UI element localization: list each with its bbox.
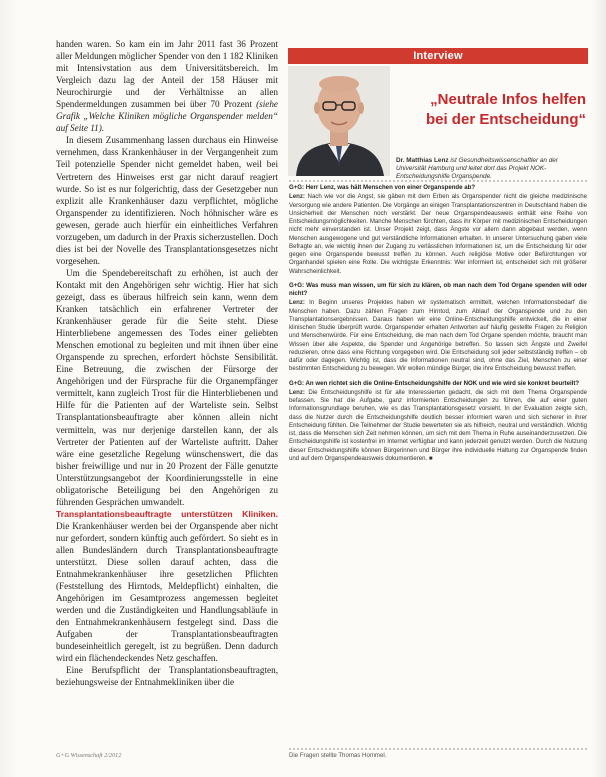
paragraph: handen waren. So kam ein im Jahr 2011 fast 36 Prozent aller Meldungen möglicher Spender von den 1 182 Kliniken mit Intensivstation aus dem Universitätsbereich. Im Vergleich dazu lag der Anteil der 158 Häuser mit Neurochirurgie und der Verhältnisse an allen Spendermeldungen zusammen bei über 70 Prozent (siehe Grafik „Welche Kliniken mögliche Organspender melden“ auf Seite 11). [56,39,278,134]
interview-question: G+G: Was muss man wissen, um für sich zu klären, ob man nach dem Tod Organe spenden will oder nicht? [289,281,587,297]
portrait-photo-icon [288,66,390,176]
interview-question: G+G: Herr Lenz, was hält Menschen von einer Organspende ab? [289,184,476,191]
main-article-column [56,38,278,689]
portrait-caption: Dr. Matthias Lenz ist Gesundheitswissenschaftler an der Universität Hamburg und leitet dort das Projekt NOK-Entscheidungshilfe Organspende. [396,157,558,180]
paragraph: In diesem Zusammenhang lassen durchaus ein Hinweise vernehmen, dass Krankenhäuser in der Vergangenheit zum Teil potenzielle Spender nicht gemeldet haben, weil bei Vertretern des Hinweises erst gar nicht darauf reagiert wurde. So ist es nur folgerichtig, dass der Gesetzgeber nun explizit alle Krankenhäuser dazu verpflichtet, mögliche Organspender zu identifizieren. Noch höhnischer wäre es gewesen, gerade auch hierfür ein einheitliches Verfahren vorzugeben, um dadurch in der Praxis sicherzustellen. Doch dies ist bei der Novelle des Transplantationsgesetzes nicht vorgesehen. [56,135,278,266]
interview-header-bar: Interview [288,48,588,64]
interview-answer: Lenz: Nach wie vor die Angst, sie gäben mit dem Erben als Organspender nicht die gleiche medizinische Versorgung wie andere Patienten. Die Vorgänge an einigen Transplantationszentren in Deutschland haben die Unsicherheit der Menschen noch verstärkt. Der neue Organspendeausweis enthält eine Reihe von Entscheidungsmöglichkeiten. Manche Menschen fürchten, dass ihr Körper mit medizinischen Entscheidungen nicht mehr einverstanden ist. Unser Projekt zeigt, dass Ängste vor allem dann abgebaut werden, wenn Menschen ausgewogene und gut verständliche Informationen erhalten. In unserer Untersuchung gaben viele Befragte an, wie wichtig ihnen der Zugang zu verlässlichen Informationen ist, um die Entscheidung für oder gegen eine Organspende bewusst treffen zu können. Auch religiöse Motive oder Befürchtungen vor Organhandel spielen eine Rolle. Die wichtigste Erkenntnis: Wer informiert ist, entscheidet sich mit größerer Wahrscheinlichkeit. [289,193,587,275]
interviewee-portrait [288,66,390,176]
paragraph: Eine Berufspflicht der Transplantationsbeauftragten, beziehungsweise der Entnahmekliniken über die [56,665,278,688]
interview-credit: Die Fragen stellte Thomas Hommel. [289,752,387,759]
interview-body [289,184,587,469]
dotted-divider-bottom [288,748,588,750]
interview-answer: Lenz: In Beginn unseres Projektes haben wir systematisch ermittelt, welchen Informationsbedarf die Menschen haben. Dazu zählen Fragen zum Hirntod, zum Ablauf der Organspende und zu den Transplantationsergebnissen. Daraus haben wir eine Online-Entscheidungshilfe entwickelt, die in einer klinischen Studie überprüft wurde. Organspender erhalten Antworten auf häufig gestellte Fragen zu Religion und Menschenwürde. Für eine Entscheidung, die man nach dem Tod Organe spenden möchte, braucht man Wissen über alle Aspekte, die Spender und Angehörige betreffen. So lassen sich Ängste und Zweifel reduzieren, ohne dass eine Richtung vorgegeben wird. Die Entscheidung soll jeder selbstständig treffen – ob dafür oder dagegen. Wichtig ist, dass die Informationen neutral sind, ohne das Ziel, Menschen zu einer bestimmten Entscheidung zu bewegen. Wir wollen mündige Bürger, die ihre Entscheidung bewusst treffen. [289,299,587,373]
paragraph: Um die Spendebereitschaft zu erhöhen, ist auch der Kontakt mit den Angehörigen sehr wichtig. Hier hat sich gezeigt, dass es überaus hilfreich sein kann, wenn dem Kranken tatsächlich ein erfahrener Vertreter der Krankenhäuser gerade für die Seite steht. Diese Hinterbliebene angemessen des Todes einer geliebten Menschen emotional zu begleiten und mit ihnen über eine Organspende zu sprechen, erfordert höchste Sensibilität. Eine Betreuung, die zwischen der Fürsorge der Angehörigen und der Fürsprache für die Organempfänger vermittelt, kann zugleich Trost für die Hinterbliebenen und Hilfe für die Patienten auf der Warteliste sein. Selbst Transplantationsbeauftragte aber können allein nicht vermitteln, was nur derjenige darstellen kann, der als Vertreter der Patienten auf der Warteliste auftritt. Daher wäre eine gesetzliche Regelung wünschenswert, die das bisher freiwillige und nur in 20 Prozent der Fälle genutzte Unterstützungsangebot der Koordinierungsstelle in eine obligatorische Beteiligung bei den Angehörigen zu führenden Gesprächen umwandelt. [56,267,278,507]
page-footer: G+G Wissenschaft 2/2012 [56,752,122,759]
interview-answer: Lenz: Die Entscheidungshilfe ist für alle Interessierten gedacht, die sich mit dem Thema Organspende befassen. Sie hat die Aufgabe, ganz informierten Entscheidungen zu führen, die auf einer guten Informationsgrundlage beruhen, wie es das Transplantationsgesetz vorsieht. In der Evaluation zeigte sich, dass die Nutzer durch die Entscheidungshilfe deutlich besser informiert waren und sich sicherer in ihrer Entscheidung fühlten. Die Teilnehmer der Studie bewerteten sie als hilfreich, neutral und verständlich. Wichtig ist, dass die Menschen sich Zeit nehmen können, um sich mit dem Thema in Ruhe auseinanderzusetzen. Die Entscheidungshilfe ist kostenfrei im Internet verfügbar und kann jederzeit genutzt werden. Durch die Nutzung dieser Entscheidungshilfe können Bürgerinnen und Bürger ihre individuelle Haltung zur Organspende finden und auf dem Organspendeausweis dokumentieren. ■ [289,388,587,462]
section-heading: Transplantationsbeauftragte unterstützen Kliniken. [56,508,278,519]
paragraph: Transplantationsbeauftragte unterstützen Kliniken. Die Krankenhäuser werden bei der Organspende aber nicht nur gefordert, sondern künftig auch gefördert. So sieht es in allen Bundesländern durch Transplantationsbeauftragte unterstützt. Diese sollen darauf achten, dass die Entnahmekrankenhäuser ihre gesetzlichen Pflichten (Feststellung des Hirntods, Meldepflicht) einhalten, die Angehörigen im Gesamtprozess angemessen begleitet werden und die Zuständigkeiten und Handlungsabläufe in den Entnahmekrankenhäusern festgelegt sind. Dass die Aufgaben der Transplantationsbeauftragten bundeseinheitlich geregelt, ist zu begrüßen. Denn dadurch wird ein flächendeckendes Netz geschaffen. [56,508,278,664]
interview-question: G+G: An wen richtet sich die Online-Entscheidungshilfe der NOK und wie wird sie konkret beurteilt? [289,379,580,387]
dotted-divider [288,180,588,182]
interview-headline: „Neutrale Infos helfen bei der Entscheidung“ [425,91,586,128]
